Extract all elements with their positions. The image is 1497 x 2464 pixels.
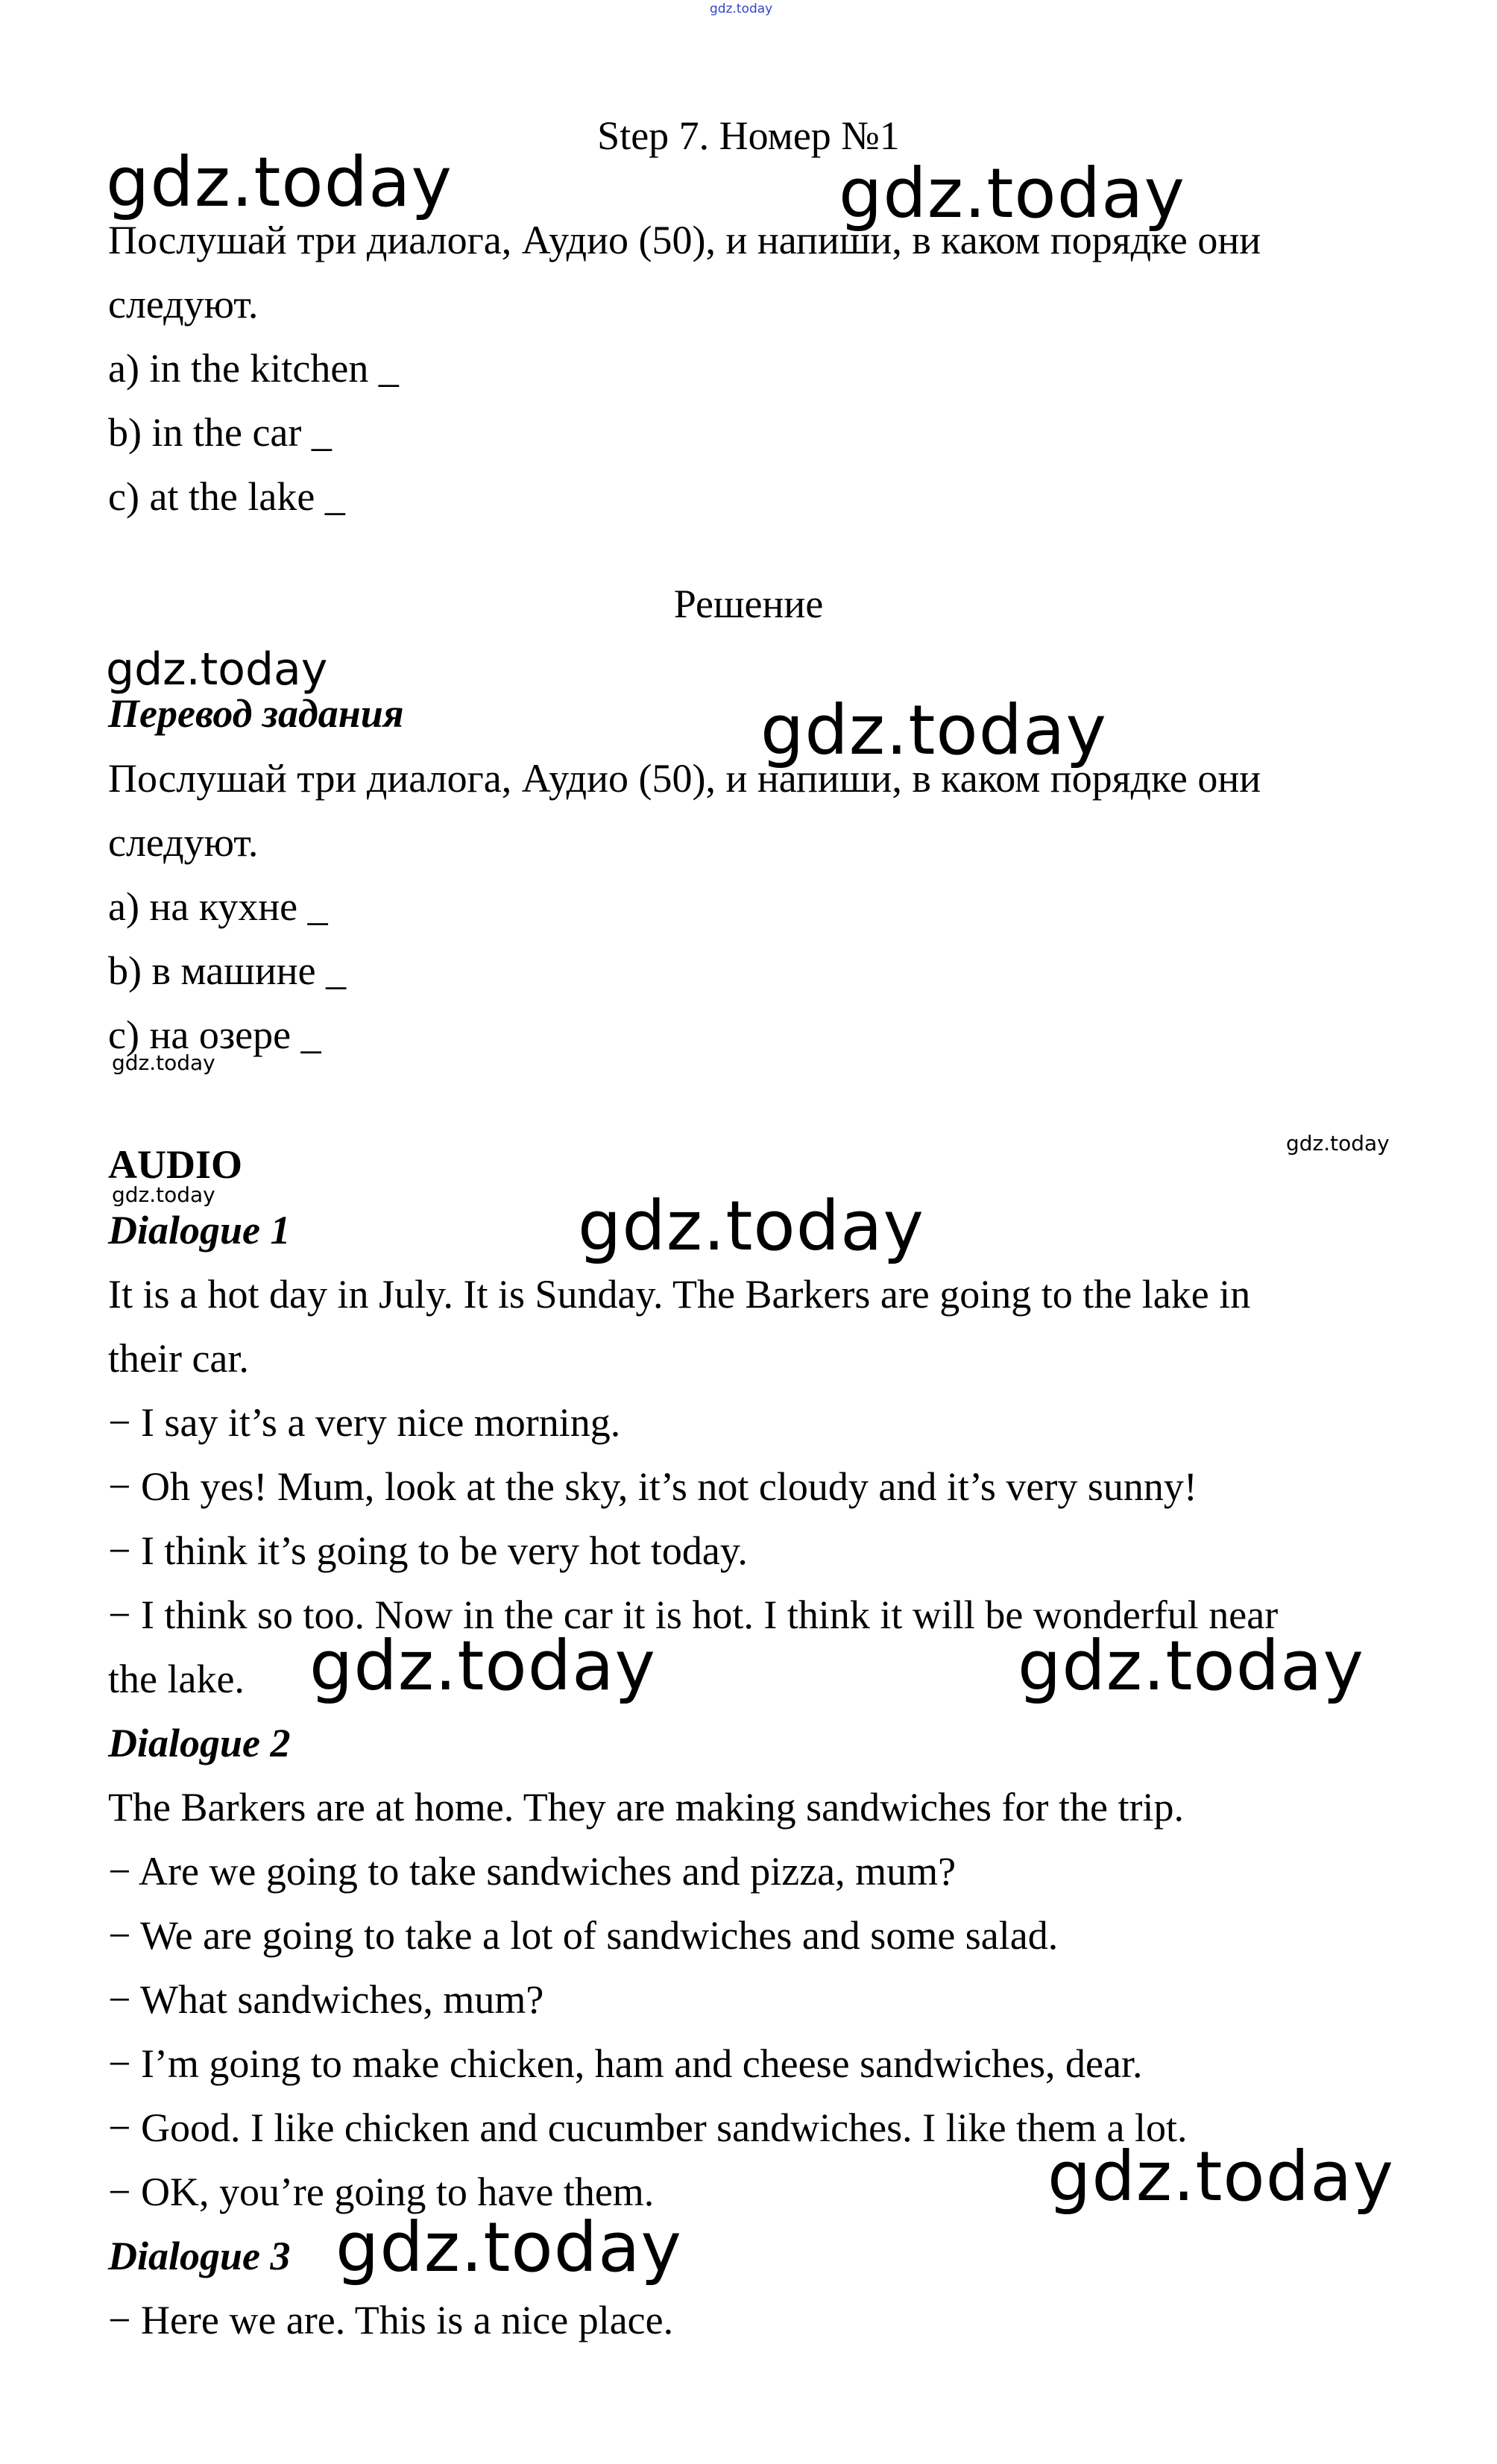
watermark: gdz.today (1018, 1626, 1364, 1706)
dialogue2-line: − Good. I like chicken and cucumber sandwiches. I like them a lot. (108, 2105, 1188, 2150)
dialogue1-line: − Oh yes! Mum, look at the sky, it’s not cloudy and it’s very sunny! (108, 1464, 1197, 1509)
dialogue2-title: Dialogue 2 (108, 1721, 291, 1765)
watermark: gdz.today (760, 690, 1107, 770)
task-option-c: c) at the lake _ (108, 474, 345, 519)
watermark: gdz.today (335, 2208, 682, 2287)
dialogue1-line: the lake. (108, 1657, 245, 1701)
dialogue3-line: − Here we are. This is a nice place. (108, 2298, 674, 2342)
watermark: gdz.today (1047, 2137, 1394, 2216)
watermark-top: gdz.today (710, 1, 773, 16)
watermark: gdz.today (106, 142, 453, 222)
watermark: gdz.today (309, 1626, 656, 1706)
solution-option-b: b) в машине _ (108, 948, 347, 993)
solution-option-a: a) на кухне _ (108, 884, 328, 929)
watermark: gdz.today (1286, 1131, 1390, 1156)
translation-heading: Перевод задания (108, 691, 404, 736)
watermark: gdz.today (112, 1182, 215, 1207)
watermark: gdz.today (106, 643, 328, 696)
page-title: Step 7. Номер №1 (597, 113, 900, 158)
dialogue1-line: − I think it’s going to be very hot today. (108, 1528, 748, 1573)
dialogue2-line: − OK, you’re going to have them. (108, 2170, 655, 2214)
watermark: gdz.today (578, 1186, 924, 1266)
dialogue1-line: − I think so too. Now in the car it is hot. I think it will be wonderful near (108, 1592, 1279, 1637)
dialogue3-title: Dialogue 3 (108, 2234, 291, 2278)
dialogue1-line: It is a hot day in July. It is Sunday. The Barkers are going to the lake in (108, 1272, 1251, 1317)
audio-heading: AUDIO (108, 1142, 243, 1187)
dialogue2-line: − Are we going to take sandwiches and pizza, mum? (108, 1849, 956, 1894)
watermark: gdz.today (839, 154, 1185, 233)
solution-option-c: c) на озере _ (108, 1012, 321, 1057)
solution-instruction-line2: следуют. (108, 820, 259, 865)
solution-instruction-line1: Послушай три диалога, Аудио (50), и напиши, в каком порядке они (108, 756, 1261, 801)
dialogue2-line: − What sandwiches, mum? (108, 1977, 544, 2022)
solution-heading: Решение (673, 582, 824, 626)
dialogue1-line: − I say it’s a very nice morning. (108, 1400, 621, 1445)
dialogue1-line: their car. (108, 1336, 249, 1381)
dialogue2-line: − I’m going to make chicken, ham and cheese sandwiches, dear. (108, 2041, 1143, 2086)
watermark: gdz.today (112, 1050, 215, 1075)
dialogue2-line: − We are going to take a lot of sandwiches and some salad. (108, 1913, 1059, 1958)
task-option-a: a) in the kitchen _ (108, 346, 399, 391)
dialogue1-title: Dialogue 1 (108, 1208, 291, 1253)
task-instruction-line2: следуют. (108, 282, 259, 327)
task-instruction-line1: Послушай три диалога, Аудио (50), и напиши, в каком порядке они (108, 218, 1261, 262)
dialogue2-line: The Barkers are at home. They are making sandwiches for the trip. (108, 1785, 1184, 1830)
task-option-b: b) in the car _ (108, 410, 332, 455)
